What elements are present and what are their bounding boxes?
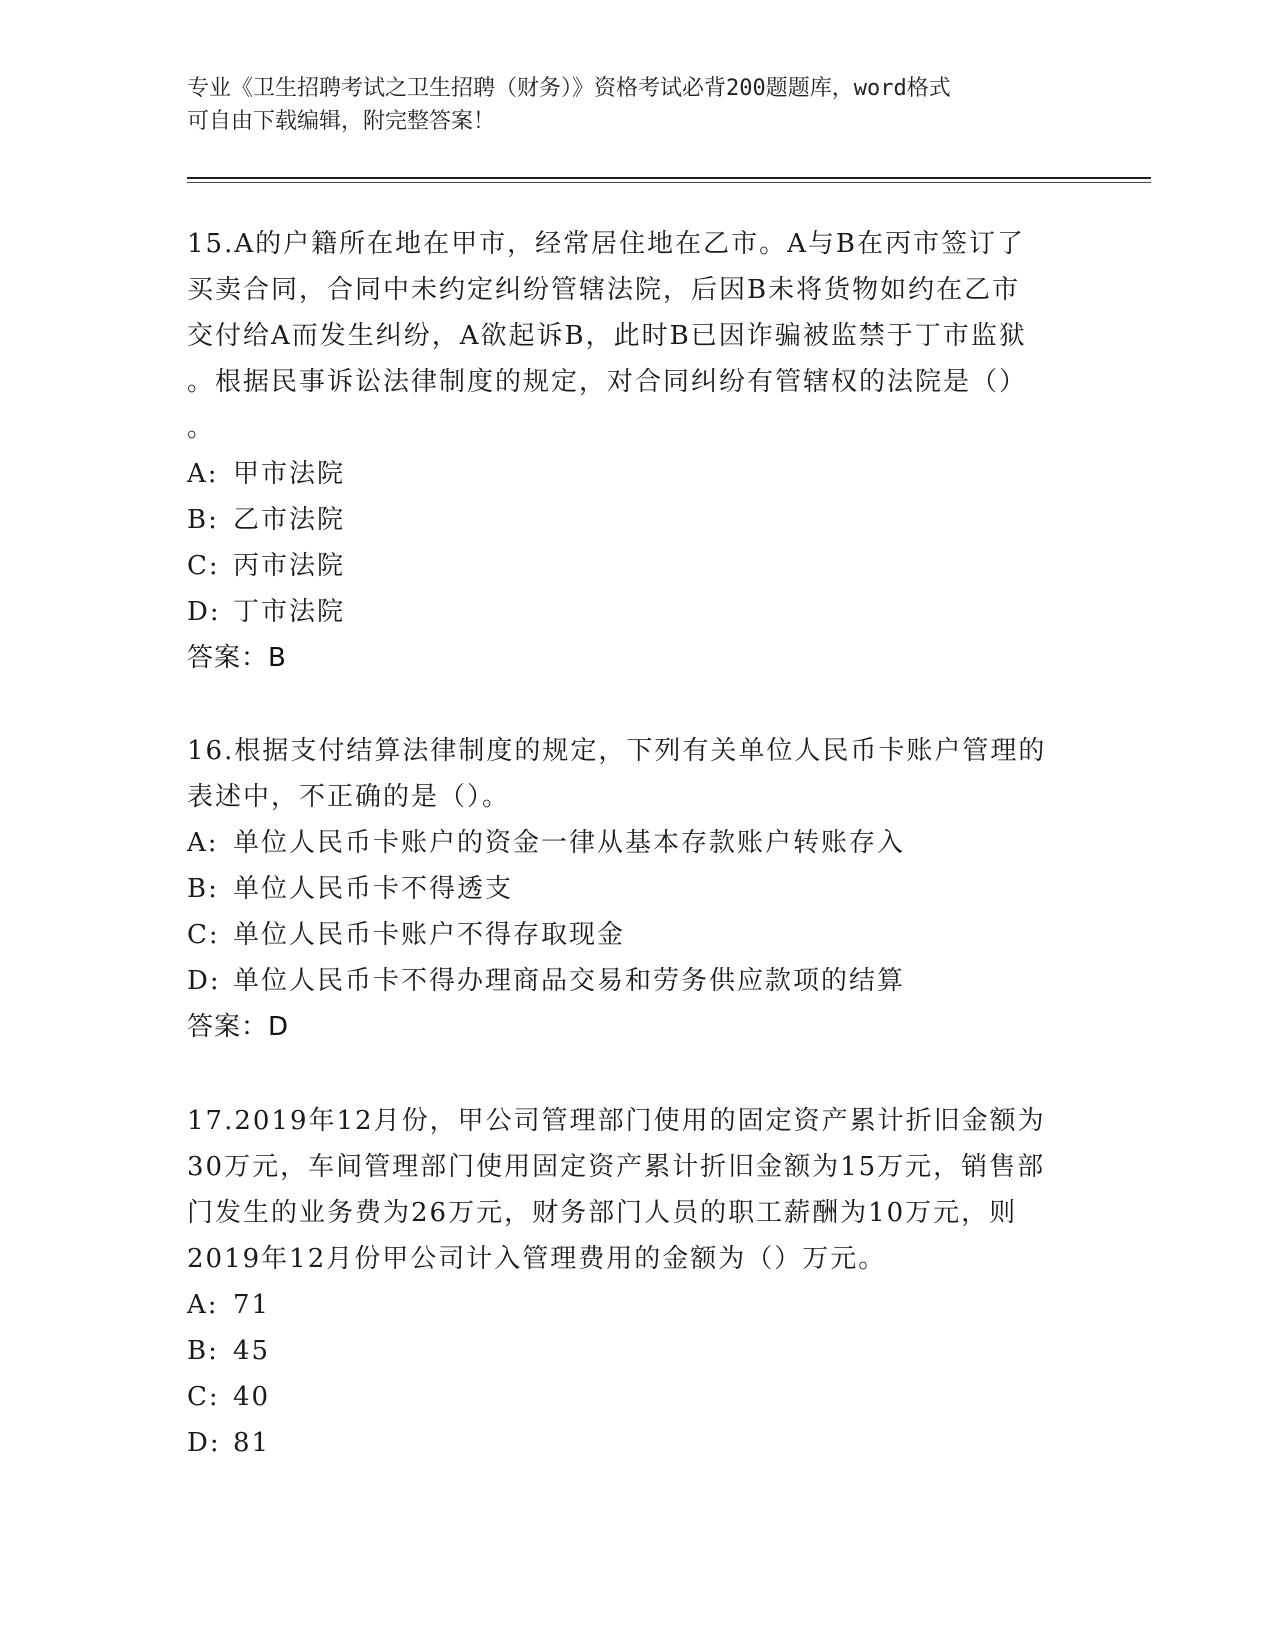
question-stem-line: 。根据民事诉讼法律制度的规定，对合同纠纷有管辖权的法院是（）	[187, 367, 1028, 397]
header-divider-thin	[187, 182, 1151, 183]
option-d	[187, 589, 1087, 635]
option-text: 45	[233, 1336, 271, 1366]
option-letter: A:	[187, 828, 219, 858]
answer-key: 答案：B	[187, 643, 287, 673]
option-letter: A:	[187, 459, 219, 489]
option-d	[187, 958, 1087, 1004]
question-stem-line: 买卖合同，合同中未约定纠纷管辖法院，后因B未将货物如约在乙市	[187, 275, 1021, 305]
option-a	[187, 451, 1087, 497]
answer-key: 答案：D	[187, 1012, 290, 1042]
question-stem-line: 门发生的业务费为26万元，财务部门人员的职工薪酬为10万元，则	[187, 1198, 1018, 1228]
question-stem-line: 。	[187, 413, 216, 443]
option-b	[187, 866, 1087, 912]
option-text: 单位人民币卡账户的资金一律从基本存款账户转账存入	[233, 828, 906, 858]
option-letter: D:	[187, 966, 221, 996]
option-a	[187, 820, 1087, 866]
question-17	[187, 1098, 1087, 1466]
option-letter: B:	[187, 505, 219, 535]
document-header	[187, 72, 1067, 138]
question-stem-line: 15.A的户籍所在地在甲市，经常居住地在乙市。A与B在丙市签订了	[187, 229, 1026, 259]
option-c	[187, 912, 1087, 958]
question-stem-line: 2019年12月份甲公司计入管理费用的金额为（）万元。	[187, 1244, 887, 1274]
option-b	[187, 497, 1087, 543]
question-stem-line: 16.根据支付结算法律制度的规定，下列有关单位人民币卡账户管理的	[187, 736, 1047, 766]
option-text: 单位人民币卡不得透支	[233, 874, 514, 904]
option-letter: C:	[187, 1382, 220, 1412]
option-letter: D:	[187, 1428, 221, 1458]
option-text: 甲市法院	[233, 459, 346, 489]
header-divider-thick	[187, 177, 1151, 179]
option-a	[187, 1282, 1087, 1328]
option-b	[187, 1328, 1087, 1374]
question-stem-line: 17.2019年12月份，甲公司管理部门使用的固定资产累计折旧金额为	[187, 1106, 1046, 1136]
option-letter: B:	[187, 874, 219, 904]
question-stem-line: 表述中，不正确的是（）。	[187, 782, 511, 812]
option-text: 40	[233, 1382, 271, 1412]
option-text: 81	[233, 1428, 271, 1458]
header-line: 专业《卫生招聘考试之卫生招聘（财务）》资格考试必背200题题库，word格式	[187, 76, 951, 101]
option-c	[187, 543, 1087, 589]
header-line: 可自由下载编辑，附完整答案！	[187, 109, 496, 134]
question-stem-line: 交付给A而发生纠纷，A欲起诉B，此时B已因诈骗被监禁于丁市监狱	[187, 321, 1027, 351]
option-text: 乙市法院	[233, 505, 346, 535]
question-stem-line: 30万元，车间管理部门使用固定资产累计折旧金额为15万元，销售部	[187, 1152, 1046, 1182]
option-text: 单位人民币卡账户不得存取现金	[233, 920, 626, 950]
option-text: 71	[233, 1290, 271, 1320]
option-letter: C:	[187, 920, 220, 950]
option-letter: C:	[187, 551, 220, 581]
option-d	[187, 1420, 1087, 1466]
option-text: 丁市法院	[233, 597, 346, 627]
option-letter: B:	[187, 1336, 219, 1366]
option-letter: D:	[187, 597, 221, 627]
question-16	[187, 728, 1087, 1050]
option-c	[187, 1374, 1087, 1420]
option-letter: A:	[187, 1290, 219, 1320]
question-15	[187, 221, 1087, 681]
option-text: 单位人民币卡不得办理商品交易和劳务供应款项的结算	[233, 966, 906, 996]
option-text: 丙市法院	[233, 551, 346, 581]
